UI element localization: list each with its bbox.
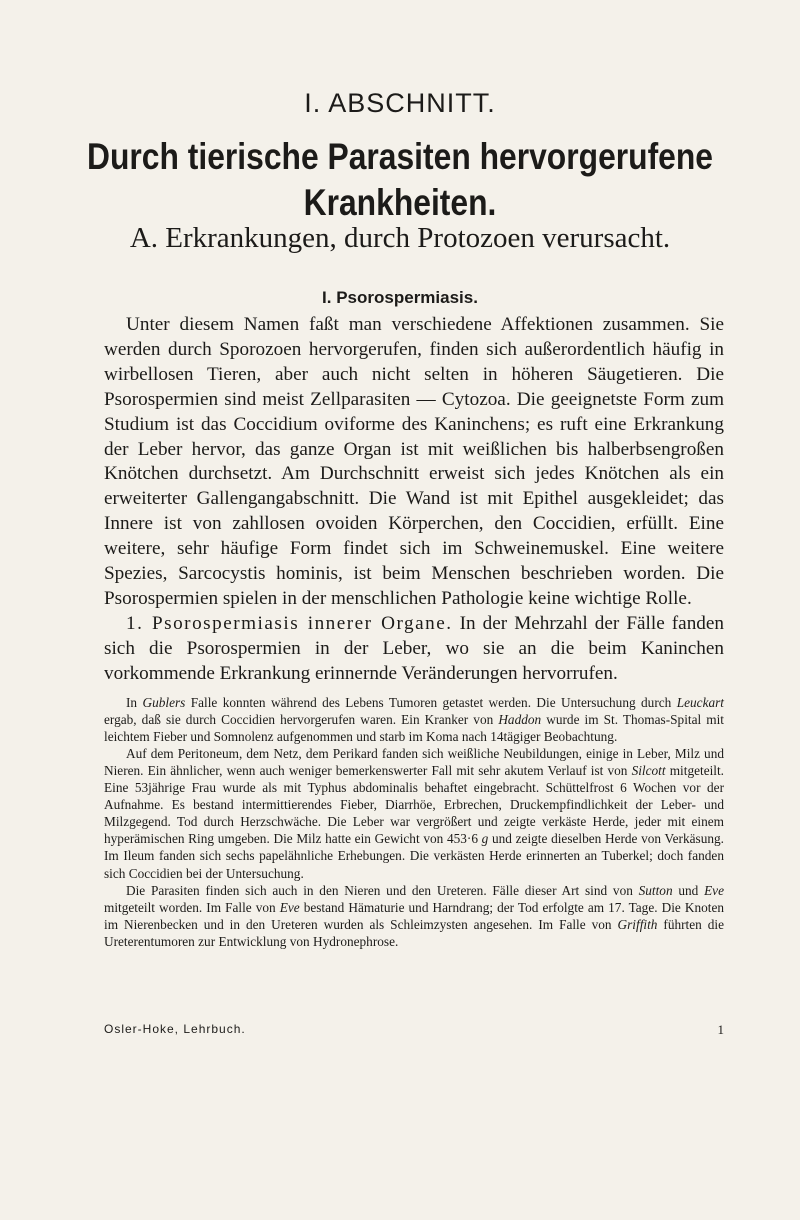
text-run: führten die Ureterentumoren zur Entwicklung von Hydronephrose. — [104, 916, 724, 949]
body-text — [104, 313, 724, 950]
unit-symbol: g — [481, 831, 489, 847]
text-run: Die Parasiten finden sich auch in den Nieren und den Ureteren. Fälle dieser Art sind von — [126, 882, 639, 898]
text-run: mitgeteilt. Eine 53jährige Frau wurde als mit Typhus abdominalis behaftet eingebracht. Schüttelfrost 6 Wochen vor der Aufnahme. Es bestand intermittierendes Fieber, Diarrhöe, Erbrechen, Druckempfindlichkeit der Leber- und Milzgegend. Tod durch Herzschwäche. Die Leber war vergrößert und zeigte verkäste Herde, jeder mit einem hyperämischen Ring umgeben. Die Milz hatte ein Gewicht von 453·6 — [104, 762, 725, 847]
text-run: wurde im St. Thomas-Spital mit leichtem Fieber und Somnolenz aufgenommen und starb im Koma nach 14tägiger Beobachtung. — [104, 711, 724, 744]
title-line-1: Durch tierische Parasiten hervorgerufene — [86, 136, 714, 177]
intro-paragraph: Unter diesem Namen faßt man verschiedene Affektionen zusammen. Sie werden durch Sporozoen hervorgerufen, finden sich außerordentlich häufig in wirbellosen Tieren, aber auch nicht selten in höheren Säugetieren. Die Psorospermien sind meist Zellparasiten — Cytozoa. Die geeignetste Form zum Studium ist das Coccidium oviforme des Kaninchens; es ruft eine Erkrankung der Leber hervor, das ganze Organ ist mit weißlichen bis halberbsengroßen Knötchen durchsetzt. Am Durchschnitt erweist sich jedes Knötchen als ein erweiterter Gallengangabschnitt. Die Wand ist mit Epithel ausgekleidet; das Innere ist von zahllosen ovoiden Körperchen, den Coccidien, erfüllt. Eine weitere, sehr häufige Form findet sich im Schweinemuskel. Eine weitere Spezies, Sarcocystis hominis, ist beim Menschen beschrieben worden. Die Psorospermien spielen in der menschlichen Pathologie keine wichtige Rolle. — [104, 314, 724, 609]
text-run: bestand Hämaturie und Harndrang; der Tod erfolgte am 17. Tage. Die Knoten im Nierenbecken und in den Ureteren wurden als Schleimzysten angesehen. Im Falle von — [104, 899, 724, 932]
section-heading: I. ABSCHNITT. — [304, 88, 496, 118]
title-line-2: Krankheiten. — [303, 182, 497, 223]
text-run: und — [672, 882, 705, 898]
section-1-paragraph — [104, 612, 724, 687]
text-run: Auf dem Peritoneum, dem Netz, dem Perikard fanden sich weißliche Neubildungen, einige in Leber, Milz und Nieren. Ein ähnlicher, wenn auch weniger bemerkenswerter Fall mit sehr akutem Verlauf ist von — [104, 745, 724, 778]
text-run: mitgeteilt worden. Im Falle von — [104, 899, 280, 915]
page-title — [56, 134, 744, 226]
small-paragraph-3 — [104, 882, 724, 950]
section-1-text: In der Mehrzahl der Fälle fanden sich die Psorospermien in der Leber, wo sie an die beim Kaninchen vorkommende Erkrankung erinnernde Veränderungen hervorrufen. — [104, 612, 724, 684]
text-run: In — [126, 694, 143, 710]
text-run: und zeigte dieselben Herde von Verkäsung. Im Ileum fanden sich sechs papelähnliche Erhebungen. Die verkästen Herde erinnerten an Tuberkel; doch fanden sich Coccidien bei der Untersuchung. — [104, 831, 724, 881]
author-name: Haddon — [498, 711, 542, 727]
subtitle: A. Erkrankungen, durch Protozoen verursacht. — [129, 222, 671, 254]
small-paragraph-1 — [104, 694, 724, 745]
small-paragraph-2 — [104, 745, 724, 882]
text-run: Falle konnten während des Lebens Tumoren getastet werden. Die Untersuchung durch — [185, 694, 677, 710]
author-name: Griffith — [617, 916, 658, 932]
author-name: Sutton — [638, 882, 673, 898]
footer-source: Osler-Hoke, Lehrbuch. — [104, 1022, 246, 1036]
author-name: Eve — [704, 882, 724, 898]
author-name: Gublers — [142, 694, 186, 710]
page-footer — [104, 1022, 724, 1038]
text-run: ergab, daß sie durch Coccidien hervorgerufen waren. Ein Kranker von — [104, 711, 499, 727]
section-1-lead: 1. Psorospermiasis innerer Organe. — [126, 612, 453, 634]
small-print-block — [104, 694, 724, 950]
author-name: Leuckart — [676, 694, 724, 710]
chapter-title: I. Psorospermiasis. — [322, 288, 478, 307]
author-name: Eve — [279, 899, 300, 915]
author-name: Silcott — [631, 762, 666, 778]
page-number: 1 — [717, 1022, 724, 1037]
